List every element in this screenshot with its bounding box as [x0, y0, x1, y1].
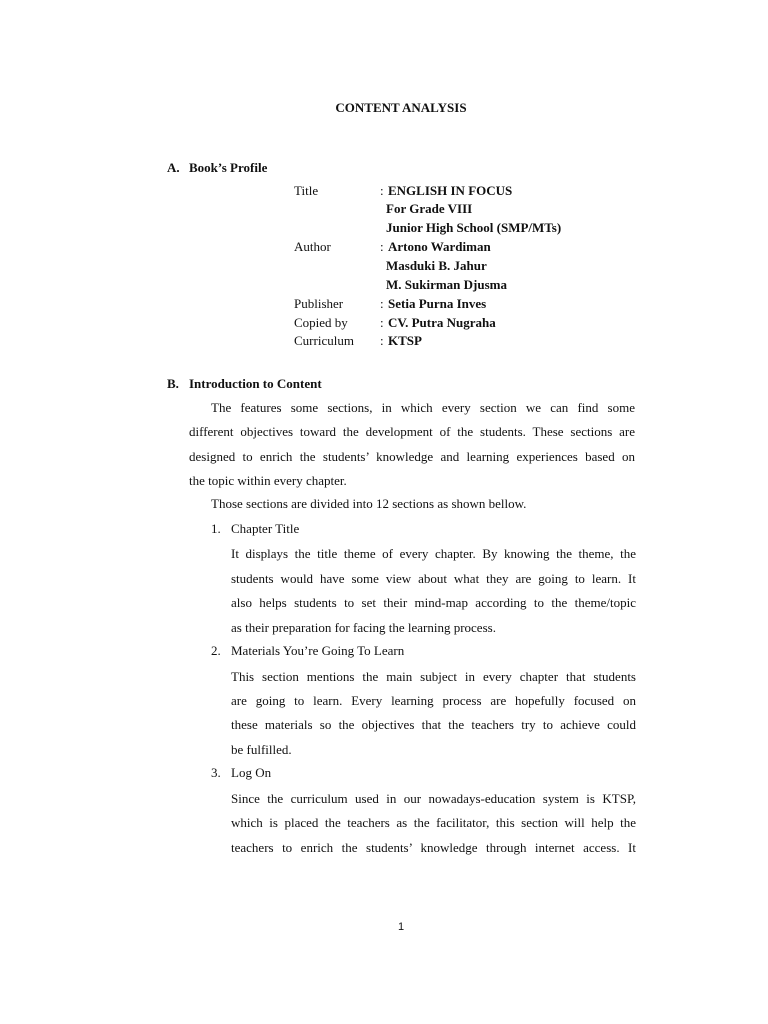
profile-author-value: Artono Wardiman	[388, 239, 491, 254]
paragraph-line: students would have some view about what they are going to learn. It	[231, 571, 636, 586]
profile-author-value: M. Sukirman Djusma	[386, 277, 507, 292]
paragraph-line: The features some sections, in which every section we can find some	[211, 400, 635, 415]
profile-author-label: Author	[294, 239, 331, 254]
profile-copied-label: Copied by	[294, 315, 348, 330]
list-item-number: 1.	[211, 521, 221, 536]
paragraph-line: It displays the title theme of every chapter. By knowing the theme, the	[231, 546, 636, 561]
profile-title-value: For Grade VIII	[386, 201, 473, 216]
section-a-heading: Book’s Profile	[189, 160, 268, 175]
paragraph-line: which is placed the teachers as the facilitator, this section will help the	[231, 815, 636, 830]
profile-publisher-label: Publisher	[294, 296, 344, 311]
paragraph-line: different objectives toward the development of the students. These sections are	[189, 424, 635, 439]
profile-publisher-value: Setia Purna Inves	[388, 296, 487, 311]
profile-author-value: Masduki B. Jahur	[386, 258, 487, 273]
profile-colon: :	[380, 333, 384, 348]
section-b-heading: Introduction to Content	[189, 376, 322, 391]
paragraph-line: designed to enrich the students’ knowledge and learning experiences based on	[189, 449, 635, 464]
profile-title-label: Title	[294, 183, 319, 198]
paragraph-line: as their preparation for facing the learning process.	[231, 620, 496, 635]
paragraph-line: Since the curriculum used in our nowadays-education system is KTSP,	[231, 791, 636, 806]
profile-colon: :	[380, 239, 384, 254]
profile-curriculum-label: Curriculum	[294, 333, 354, 348]
profile-copied-value: CV. Putra Nugraha	[388, 315, 496, 330]
paragraph-line: teachers to enrich the students’ knowledge through internet access. It	[231, 840, 636, 855]
paragraph-line: be fulfilled.	[231, 742, 292, 757]
paragraph-line: these materials so the objectives that the teachers try to achieve could	[231, 717, 636, 732]
profile-title-value: ENGLISH IN FOCUS	[388, 183, 513, 198]
page-number: 1	[397, 921, 405, 933]
list-item-heading: Log On	[231, 765, 272, 780]
list-item-heading: Materials You’re Going To Learn	[231, 643, 405, 658]
profile-colon: :	[380, 315, 384, 330]
paragraph-line: This section mentions the main subject in every chapter that students	[231, 669, 636, 684]
page-title: CONTENT ANALYSIS	[335, 100, 467, 115]
division-line: Those sections are divided into 12 sections as shown bellow.	[211, 496, 527, 511]
paragraph-line: also helps students to set their mind-map according to the theme/topic	[231, 595, 636, 610]
list-item-number: 2.	[211, 643, 221, 658]
list-item-number: 3.	[211, 765, 221, 780]
paragraph-line: are going to learn. Every learning process are hopefully focused on	[231, 693, 636, 708]
section-a-letter: A.	[167, 160, 180, 175]
profile-curriculum-value: KTSP	[388, 333, 422, 348]
profile-colon: :	[380, 183, 384, 198]
section-b-letter: B.	[167, 376, 179, 391]
paragraph-line: the topic within every chapter.	[189, 473, 347, 488]
list-item-heading: Chapter Title	[231, 521, 300, 536]
profile-colon: :	[380, 296, 384, 311]
profile-title-value: Junior High School (SMP/MTs)	[386, 220, 562, 235]
